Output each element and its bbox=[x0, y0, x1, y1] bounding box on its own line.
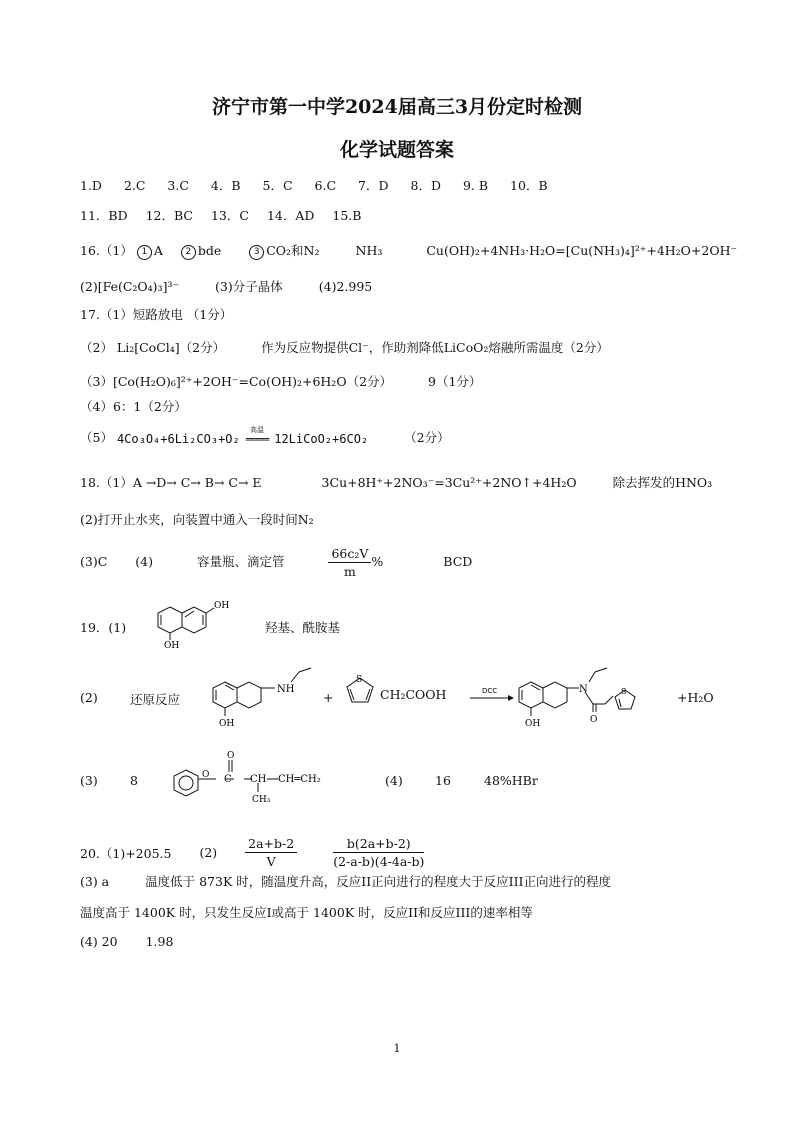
thiophene-ring bbox=[340, 670, 380, 710]
q19-part-4c: 48%HBr bbox=[484, 773, 538, 788]
mc-answer: 4．B bbox=[210, 178, 241, 193]
q18-part-4a: 容量瓶、滴定管 bbox=[196, 554, 285, 569]
c-label: C bbox=[224, 774, 232, 785]
mc-answer: 14．AD bbox=[266, 208, 315, 223]
q16-part-4: (4)2.995 bbox=[318, 279, 373, 294]
circled-3: 3 bbox=[249, 245, 264, 260]
q20-part-4b: 1.98 bbox=[145, 934, 174, 949]
mc-answer: 11．BD bbox=[80, 208, 128, 223]
oh-label: OH bbox=[164, 641, 180, 651]
q19-part-1b: 羟基、酰胺基 bbox=[265, 620, 341, 635]
mc-answer: 9. B bbox=[462, 178, 489, 193]
mc-answer: 5．C bbox=[262, 178, 293, 193]
o-label: O bbox=[227, 751, 235, 761]
q17-line-3 bbox=[80, 372, 481, 390]
q20-fraction-1 bbox=[245, 836, 297, 869]
q16-answer-3: CO₂和N₂ bbox=[266, 243, 320, 258]
q18-part-4c: BCD bbox=[443, 554, 473, 569]
fraction-denominator: V bbox=[266, 854, 276, 869]
o-label: O bbox=[202, 770, 210, 780]
fraction-numerator: 66c₂V bbox=[328, 546, 371, 563]
q17-part-5-score: （2分） bbox=[404, 430, 450, 445]
percent-unit: % bbox=[371, 554, 384, 569]
ester-structure bbox=[170, 748, 345, 806]
q20-line-1 bbox=[80, 836, 424, 869]
sulfur-label: S bbox=[356, 675, 363, 685]
page-number: 1 bbox=[393, 1042, 401, 1055]
q19-part-2b: 还原反应 bbox=[130, 692, 181, 707]
ch-label: CH bbox=[250, 774, 267, 785]
q20-fraction-2 bbox=[333, 836, 424, 869]
mc-answer: 1.D bbox=[80, 178, 102, 193]
q16-number: 16.（1） bbox=[80, 243, 133, 258]
condition-label: 高温 bbox=[250, 426, 264, 434]
q20-part-3c: 温度高于 1400K 时，只发生反应I或高于 1400K 时，反应II和反应III的速率相等 bbox=[80, 905, 533, 920]
oh-label: OH bbox=[214, 601, 230, 611]
q18-part-2: (2)打开止水夹，向装置中通入一段时间N₂ bbox=[80, 512, 314, 527]
water-product: +H₂O bbox=[677, 690, 714, 705]
q18-line-1 bbox=[80, 473, 712, 491]
q18-part-4: (4) bbox=[135, 554, 153, 569]
q16-part-2: (2)[Fe(C₂O₄)₃]³⁻ bbox=[80, 279, 180, 294]
q20-part-2-label: (2) bbox=[199, 845, 218, 860]
reaction-arrow bbox=[468, 684, 514, 704]
q18-part-1a: 18.（1）A →D→ C→ B→ C→ E bbox=[80, 475, 262, 490]
mc-answer: 6.C bbox=[314, 178, 337, 193]
mc-answer: 12．BC bbox=[145, 208, 193, 223]
q19-part-4-label: (4) bbox=[385, 773, 403, 788]
q18-part-1c: 除去挥发的HNO₃ bbox=[612, 475, 713, 490]
page-subtitle: 化学试题答案 bbox=[339, 139, 454, 161]
q20-part-4a: (4) 20 bbox=[80, 934, 118, 949]
mc-answer: 8．D bbox=[410, 178, 441, 193]
oh-label: OH bbox=[525, 719, 541, 729]
q19-part-4b: 16 bbox=[435, 773, 451, 788]
circled-2: 2 bbox=[181, 245, 196, 260]
q19-part-3b: 8 bbox=[130, 773, 138, 788]
q18-part-1b: 3Cu+8H⁺+2NO₃⁻=3Cu²⁺+2NO↑+4H₂O bbox=[321, 475, 577, 490]
q18-fraction bbox=[328, 546, 371, 579]
circled-1: 1 bbox=[137, 245, 152, 260]
mc-row-2 bbox=[80, 206, 361, 224]
q16-line-2 bbox=[80, 277, 372, 295]
page-title: 济宁市第一中学2024届高三3月份定时检测 bbox=[211, 96, 583, 118]
q19-part-2-label: (2) bbox=[80, 690, 98, 705]
mc-answer: 15.B bbox=[332, 208, 362, 223]
q17-line-5 bbox=[80, 426, 450, 446]
q16-part-3: (3)分子晶体 bbox=[215, 279, 283, 294]
vinyl-label: CH═CH₂ bbox=[278, 774, 321, 785]
o-label: O bbox=[590, 715, 598, 725]
q16-answer-2: bde bbox=[197, 243, 222, 258]
mc-answer: 10．B bbox=[510, 178, 548, 193]
q20-part-1: 20.（1)+205.5 bbox=[80, 845, 172, 861]
q17-eq-left: 4Co₃O₄+6Li₂CO₃+O₂ bbox=[116, 432, 240, 446]
q17-part-3a: （3）[Co(H₂O)₆]²⁺+2OH⁻=Co(OH)₂+6H₂O（2分） bbox=[80, 374, 393, 389]
q20-line-4 bbox=[80, 934, 173, 949]
n-label: N bbox=[579, 684, 588, 695]
q19-part-1-label: 19．(1) bbox=[80, 620, 127, 635]
equation-arrow: 高温 ════ bbox=[245, 426, 269, 446]
mc-answer: 3.C bbox=[167, 178, 189, 193]
fraction-numerator: 2a+b-2 bbox=[245, 836, 297, 853]
sulfur-label: S bbox=[621, 687, 627, 696]
q16-line-1 bbox=[80, 241, 737, 260]
oh-label: OH bbox=[219, 719, 235, 729]
q18-line-3 bbox=[80, 546, 472, 579]
plus-sign: + bbox=[323, 690, 334, 705]
mc-row-1 bbox=[80, 176, 548, 194]
mc-answer: 7．D bbox=[358, 178, 389, 193]
q17-part-3b: 9（1分） bbox=[428, 374, 482, 389]
mc-answer: 13．C bbox=[210, 208, 249, 223]
dcc-label: DCC bbox=[482, 687, 498, 695]
aminotetralin-structure bbox=[205, 660, 320, 732]
ch2cooh-label: CH₂COOH bbox=[380, 687, 447, 702]
q19-part-3-label: (3) bbox=[80, 773, 98, 788]
fraction-denominator: (2-a-b)(4-4a-b) bbox=[333, 854, 425, 869]
q17-part-2a: （2） Li₂[CoCl₄]（2分） bbox=[80, 340, 226, 355]
q17-eq-right: 12LiCoO₂+6CO₂ bbox=[274, 432, 369, 446]
q16-equation: Cu(OH)₂+4NH₃·H₂O=[Cu(NH₃)₄]²⁺+4H₂O+2OH⁻ bbox=[426, 243, 738, 258]
q20-line-3 bbox=[80, 872, 611, 890]
naphthalenediol-structure bbox=[150, 595, 240, 651]
mc-answer: 2.C bbox=[123, 178, 146, 193]
q17-part-5-label: （5） bbox=[80, 430, 113, 445]
q16-answer-3b: NH₃ bbox=[355, 243, 383, 258]
fraction-numerator: b(2a+b-2) bbox=[333, 836, 424, 853]
q17-part-1: 17.（1）短路放电 （1分） bbox=[80, 307, 233, 322]
q17-part-4: （4）6：1（2分） bbox=[80, 399, 187, 414]
q20-part-3a: (3) a bbox=[80, 874, 110, 889]
q17-line-2 bbox=[80, 338, 609, 356]
methyl-label: CH₃ bbox=[252, 795, 271, 805]
product-structure bbox=[515, 660, 675, 735]
fraction-denominator: m bbox=[344, 564, 356, 579]
q17-part-2b: 作为反应物提供Cl⁻，作助剂降低LiCoO₂熔融所需温度（2分） bbox=[261, 340, 609, 355]
nh-label: NH bbox=[277, 684, 295, 695]
q18-part-3: (3)C bbox=[80, 554, 108, 569]
q16-answer-1: A bbox=[153, 243, 163, 258]
q20-part-3b: 温度低于 873K 时，随温度升高，反应II正向进行的程度大于反应III正向进行的程度 bbox=[145, 874, 611, 889]
